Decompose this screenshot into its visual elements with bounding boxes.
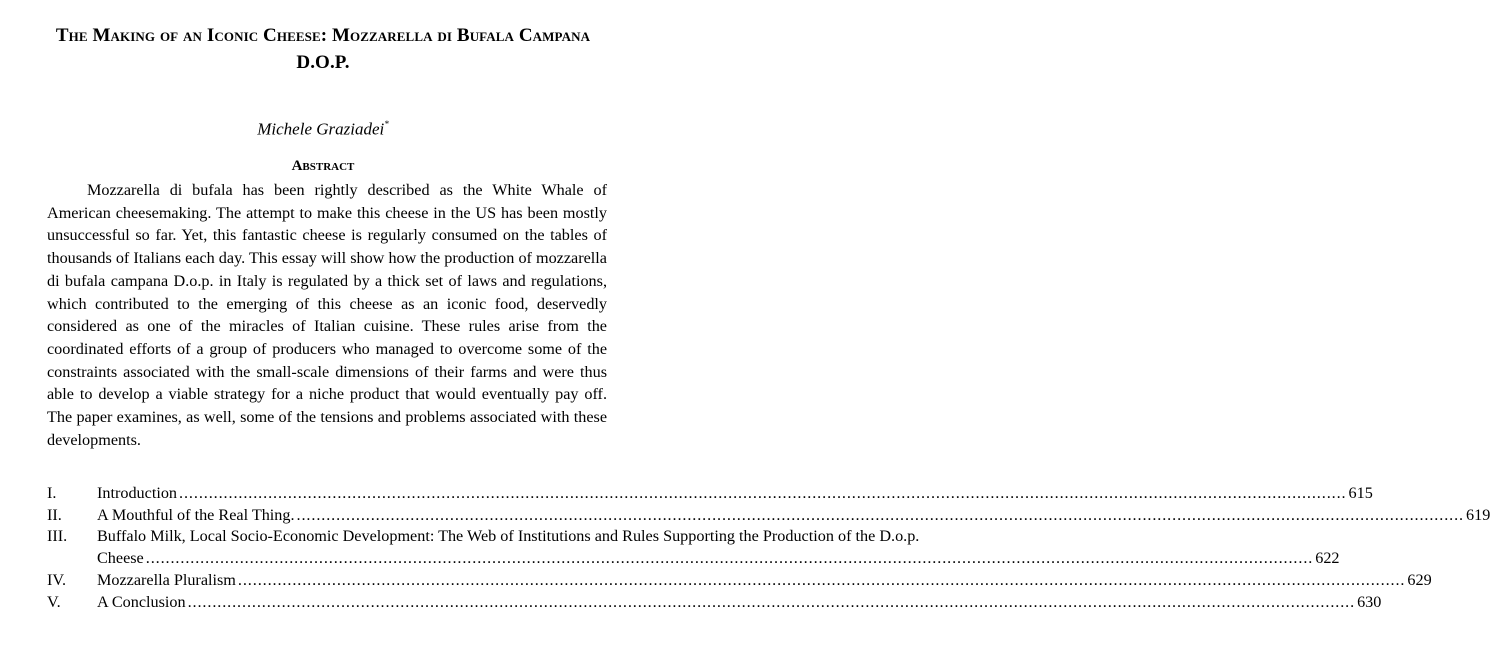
toc-leader-dots [297, 505, 1464, 527]
toc-entry-number: IV. [47, 570, 67, 589]
toc-entry [47, 483, 1373, 505]
toc-entry-number: III. [47, 527, 68, 546]
toc-entry-title: Buffalo Milk, Local Socio-Economic Development: The Web of Institutions and Rules Supporting the Production of the D.o.p. [97, 527, 920, 546]
toc-entry-number: V. [47, 592, 61, 611]
author-line [0, 114, 646, 141]
toc-entry-title: A Conclusion [97, 592, 186, 611]
abstract-text: Mozzarella di bufala has been rightly described as the White Whale of American cheesemaking. The attempt to make this cheese in the US has been mostly unsuccessful so far. Yet, this fantastic cheese is regularly consumed on the tables of thousands of Italians each day. This essay will show how the production of mozzarella di bufala campana D.o.p. in Italy is regulated by a thick set of laws and regulations, which contributed to the emerging of this cheese as an iconic food, deservedly considered as one of the miracles of Italian cuisine. These rules arise from the coordinated efforts of a group of producers who managed to overcome some of the constraints associated with the small-scale dimensions of their farms and were thus able to develop a viable strategy for a niche product that would eventually pay off. The paper examines, as well, some of the tensions and problems associated with these developments. [47, 181, 607, 449]
toc-entry-page: 629 [1407, 570, 1432, 589]
table-of-contents [47, 483, 1490, 613]
toc-entry-page: 630 [1357, 592, 1382, 611]
toc-entry-page: 615 [1348, 484, 1373, 502]
toc-leader-dots [146, 548, 1313, 570]
toc-entry [47, 505, 1490, 527]
toc-entry [47, 592, 1382, 614]
toc-leader-dots [179, 483, 1346, 505]
author-name: Michele Graziadei [257, 119, 385, 139]
toc-entry-title: Mozzarella Pluralism [97, 570, 236, 589]
toc-leader-dots [188, 592, 1355, 614]
toc-leader-dots [238, 570, 1405, 592]
toc-entry-number: I. [47, 484, 57, 502]
author-footnote-mark: * [384, 119, 389, 129]
toc-entry-title-continued: Cheese [97, 549, 144, 568]
toc-entry [47, 526, 1340, 569]
paper-title: The Making of an Iconic Cheese: Mozzarella di Bufala Campana D.O.P. [55, 25, 591, 73]
toc-entry-number: II. [47, 505, 62, 524]
toc-entry-page: 619 [1466, 505, 1490, 524]
toc-entry-title: Introduction [97, 484, 178, 502]
toc-entry [47, 570, 1432, 592]
abstract-heading: Abstract [291, 158, 355, 174]
toc-entry-title: A Mouthful of the Real Thing. [97, 505, 295, 524]
toc-entry-page: 622 [1315, 549, 1340, 568]
